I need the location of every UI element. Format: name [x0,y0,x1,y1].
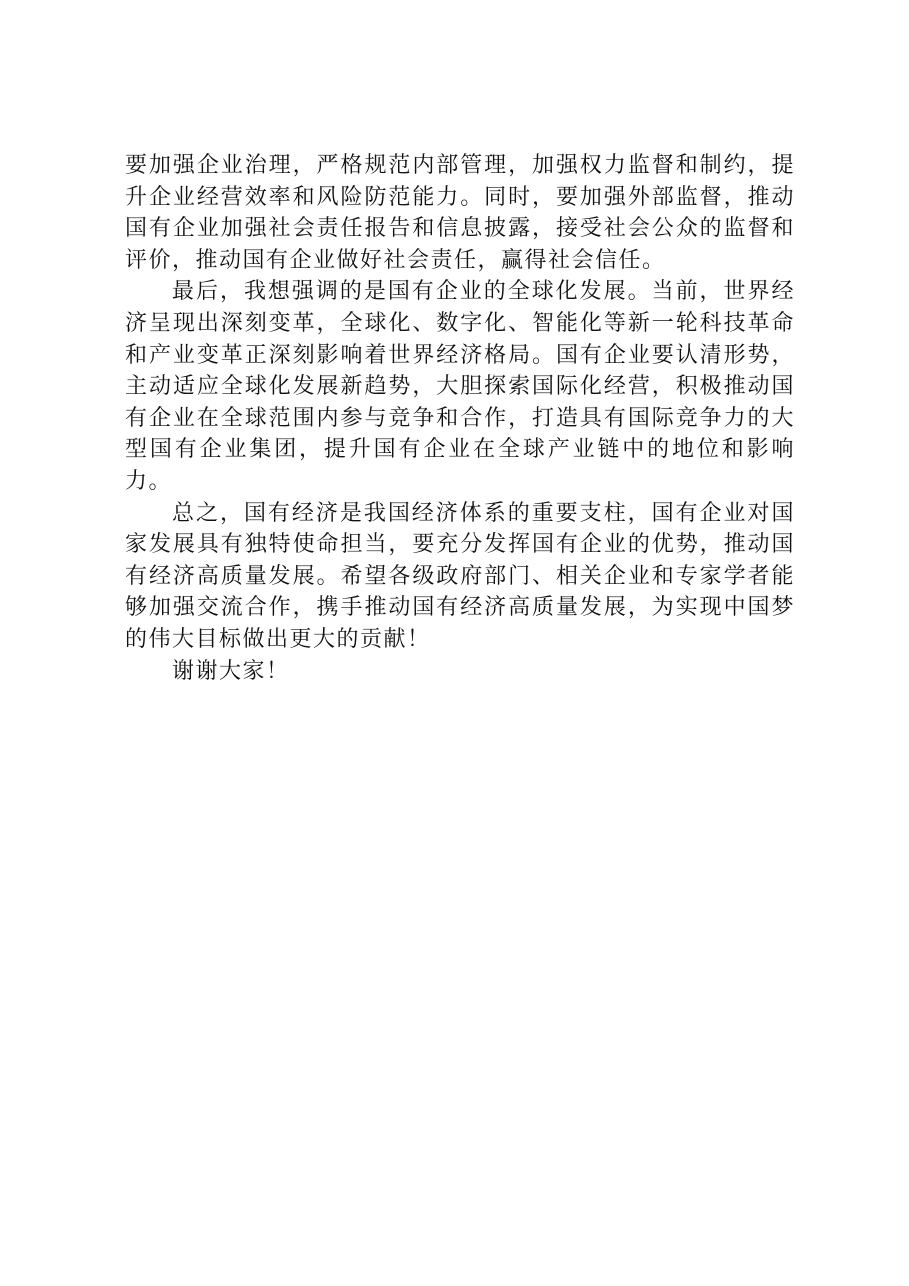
document-body [125,150,795,687]
paragraph-governance: 要加强企业治理，严格规范内部管理，加强权力监督和制约，提升企业经营效率和风险防范能力。同时，要加强外部监督，推动国有企业加强社会责任报告和信息披露，接受社会公众的监督和评价，推动国有企业做好社会责任，赢得社会信任。 [125,153,795,273]
paragraph-globalization: 最后，我想强调的是国有企业的全球化发展。当前，世界经济呈现出深刻变革，全球化、数字化、智能化等新一轮科技革命和产业变革正深刻影响着世界经济格局。国有企业要认清形势，主动适应全球化发展新趋势，大胆探索国际化经营，积极推动国有企业在全球范围内参与竞争和合作，打造具有国际竞争力的大型国有企业集团，提升国有企业在全球产业链中的地位和影响力。 [125,279,795,494]
paragraph-thanks: 谢谢大家！ [172,658,290,684]
paragraph-conclusion: 总之，国有经济是我国经济体系的重要支柱，国有企业对国家发展具有独特使命担当，要充分发挥国有企业的优势，推动国有经济高质量发展。希望各级政府部门、相关企业和专家学者能够加强交流合作，携手推动国有经济高质量发展，为实现中国梦的伟大目标做出更大的贡献！ [125,500,795,652]
